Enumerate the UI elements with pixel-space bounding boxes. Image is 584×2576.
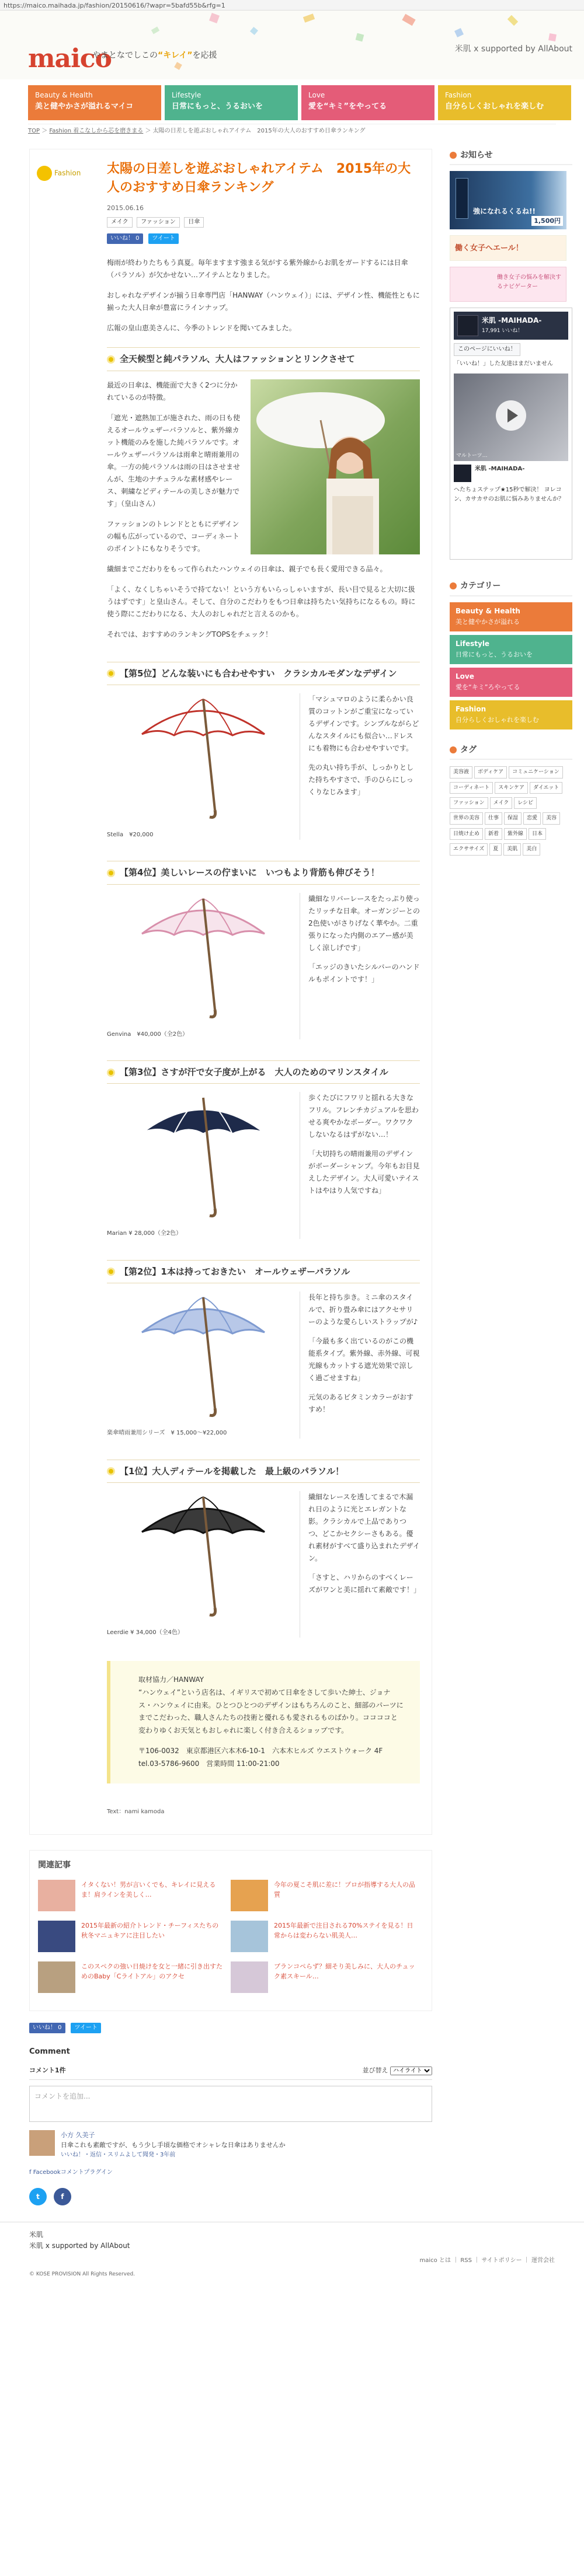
- sidebar-tag[interactable]: レシピ: [514, 797, 537, 809]
- related-article-item[interactable]: [38, 1961, 231, 1993]
- related-article-link[interactable]: 2015年最新で注目される70%ステイを見る！日常からは変わらない肌美人…: [274, 1922, 413, 1940]
- related-thumbnail[interactable]: [38, 1921, 75, 1952]
- shop-title: 取材協力／HANWAY: [138, 1676, 204, 1684]
- sidebar-category-item[interactable]: Lifestyle 日常にもっと、うるおいを: [450, 635, 572, 664]
- ranking-description: [300, 893, 420, 1040]
- nav-love[interactable]: Love 愛を“キミ”をやってる: [301, 85, 434, 120]
- bullet-icon: [107, 869, 115, 877]
- ad-banner-navigator[interactable]: 働き女子の悩みを解決するナビゲーター: [450, 267, 566, 302]
- sidebar-tag[interactable]: 恋愛: [523, 812, 541, 824]
- related-thumbnail[interactable]: [38, 1961, 75, 1993]
- product-caption: Genvina ¥40,000（全2色）: [107, 1031, 189, 1038]
- ranking-paragraph: 「エッジのきいたシルバーのハンドルもポイントです！」: [308, 962, 420, 983]
- sidebar-tag[interactable]: 紫外線: [504, 828, 527, 840]
- intro-paragraph: 梅雨が終わりたちもう真夏。毎年ますます強まる気がする紫外線からお肌をガードするには日傘（パラソル）が欠かせない…アイテムとなりました。: [107, 259, 408, 280]
- ranking-heading: 【第3位】さすが汗で女子度が上がる 大人のためのマリンスタイル: [107, 1060, 420, 1084]
- sidebar-tag[interactable]: 世界の美容: [450, 812, 483, 824]
- site-logo[interactable]: maico: [28, 44, 112, 74]
- nav-fashion[interactable]: Fashion 自分らしくおしゃれを楽しむ: [438, 85, 571, 120]
- ranking-item: [107, 1060, 420, 1239]
- sidebar-tag[interactable]: 日本: [529, 828, 546, 840]
- comment-title: Comment: [29, 2047, 70, 2057]
- footer-sponsor[interactable]: 米肌 x supported by AllAbout: [29, 2242, 130, 2250]
- footer-brand[interactable]: 米肌: [29, 2231, 44, 2239]
- article-body: [107, 257, 420, 1817]
- header-sponsor[interactable]: 米肌 x supported by AllAbout: [454, 44, 572, 54]
- related-thumbnail[interactable]: [231, 1961, 268, 1993]
- section-paragraph: それでは、おすすめのランキングTOPSをチェック！: [107, 630, 273, 638]
- commenter-name[interactable]: 小方 久美子: [61, 2131, 95, 2139]
- comment-actions[interactable]: いいね！・返信・スリムよして聞発・3年前: [61, 2152, 176, 2158]
- related-article-item[interactable]: [231, 1921, 423, 1952]
- bullet-icon: [107, 669, 115, 678]
- bottom-share-buttons: [29, 2022, 432, 2033]
- fb-post-name[interactable]: 米肌 -MAIHADA-: [475, 466, 525, 473]
- ranking-heading: 【1位】大人ディテールを掲載した 最上級のパラソル！: [107, 1460, 420, 1483]
- ranking-description: [300, 1292, 420, 1439]
- facebook-icon: f: [29, 2169, 33, 2176]
- related-article-link[interactable]: 2015年最新の紹介トレンド・チーフィスたちの秋冬マニュキアに注目したい: [81, 1922, 219, 1940]
- facebook-comment-plugin-link[interactable]: f Facebookコメントプラグイン: [29, 2169, 113, 2176]
- sidebar-tag[interactable]: スキンケア: [495, 782, 528, 794]
- comment-section: [29, 2046, 432, 2205]
- tag-item[interactable]: 日傘: [184, 217, 204, 228]
- fb-note: 「いいね！」した友達はまだいません: [454, 361, 553, 368]
- section-paragraph: 繊細までこだわりをもって作られたハンウェイの日傘は、親子でも長く愛用できる品々。: [107, 564, 387, 573]
- sidebar: [450, 149, 572, 2205]
- related-article-item[interactable]: [231, 1880, 423, 1911]
- ranking-paragraph: 先の丸い持ち手が、しっかりとした持ちやすさで、手のひらにしっくりなじみます」: [308, 763, 414, 796]
- sidebar-tag[interactable]: ダイエット: [530, 782, 562, 794]
- shop-description: “ハンウェイ”という店名は、イギリスで初めて日傘をさして歩いた紳士、ジョナス・ハンウェイに由来。ひとつひとつのデザインはもちろんのこと、細部のパーツにまでこだわった、職人さんたちの技術と優れるも愛されるものばかり。ココココと変わりゆくお天気ともおしゃれに楽しく付き合えるショップです。: [138, 1688, 404, 1734]
- fb-likes: 17,991 いいね！: [482, 327, 523, 334]
- related-article-link[interactable]: イタくない！男が言いくでも、キレイに見えるま！肩ラインを美しく…: [81, 1881, 216, 1899]
- fb-page-name[interactable]: 米肌 -MAIHADA-: [482, 316, 542, 325]
- shop-address: 〒106-0032 東京都港区六本木6-10-1 六本木ヒルズ ウエストウォーク 4F: [138, 1747, 383, 1755]
- ranking-paragraph: 「今最も多く出ているのがこの機能系タイプ。紫外線、赤外線、可視光線もカットする遮光効果で涼しく過ごせますね」: [308, 1337, 420, 1383]
- shop-tel: tel.03-5786-9600 営業時間 11:00-21:00: [138, 1759, 280, 1768]
- category-heading: カテゴリー: [450, 580, 572, 596]
- article: [29, 149, 432, 1835]
- breadcrumb-current: 太陽の日差しを遊ぶおしゃれアイテム 2015年の大人のおすすめ日傘ランキング: [152, 128, 366, 134]
- related-article-link[interactable]: ブランコペらず？細そり美しみに、大人のチュック素スキール…: [274, 1963, 415, 1981]
- footer-links[interactable]: maico とは ｜ RSS ｜ サイトポリシー ｜ 運営会社: [419, 2257, 555, 2264]
- product-caption: Stella ¥20,000: [107, 831, 154, 838]
- ranking-description: [300, 1491, 420, 1638]
- bullet-icon: [107, 1069, 115, 1077]
- sidebar-tag[interactable]: 保湿: [504, 812, 522, 824]
- copyright: © KOSE PROVISION All Rights Reserved.: [29, 2271, 135, 2278]
- article-title: 太陽の日差しを遊ぶおしゃれアイテム 2015年の大人のおすすめ日傘ランキング: [107, 162, 411, 195]
- parasol-image: [107, 1292, 300, 1426]
- comment-bar: [29, 2065, 432, 2080]
- comment-count: コメント1件: [29, 2067, 66, 2075]
- related-article-item[interactable]: [38, 1880, 231, 1911]
- woman-with-parasol-image: [251, 379, 420, 554]
- umbrella-icon: [107, 693, 300, 822]
- sidebar-tag[interactable]: 美容液: [450, 766, 472, 778]
- comment-input[interactable]: コメントを追加...: [29, 2086, 432, 2122]
- comment-entry: [29, 2130, 432, 2160]
- ranking-paragraph: 繊細なリバーレースをたっぷり使ったリッチな日傘。オーガンジーとの2色使いがさりげなく華やか。二重張りになった内側のエアー感が美しく涼しげです」: [308, 894, 420, 952]
- related-article-link[interactable]: 今年の夏こそ肌に差に！プロが指導する大人の品質: [274, 1881, 415, 1899]
- product-caption: Marian ¥ 28,000（全2色）: [107, 1230, 182, 1237]
- parasol-image: [107, 1491, 300, 1625]
- fb-video[interactable]: マルトーツ…: [454, 374, 568, 461]
- ranking-item: [107, 861, 420, 1039]
- main-column: [29, 149, 432, 2205]
- related-thumbnail[interactable]: [231, 1880, 268, 1911]
- product-caption: 楽傘晴雨兼用シリーズ ¥ 15,000～¥22,000: [107, 1430, 227, 1437]
- share-buttons: [107, 232, 420, 244]
- ranking-item: [107, 1460, 420, 1638]
- umbrella-icon: [107, 1092, 300, 1220]
- category-icon: [450, 582, 457, 589]
- related-thumbnail[interactable]: [231, 1921, 268, 1952]
- ranking-heading: 【第4位】美しいレースの佇まいに いつもより背筋も伸びそう！: [107, 861, 420, 884]
- intro-paragraph: 広報の皇山恵美さんに、今季のトレンドを聞いてみました。: [107, 324, 296, 333]
- sidebar-tag[interactable]: 夏: [489, 843, 502, 855]
- sidebar-tag[interactable]: ボディケア: [474, 766, 507, 778]
- tag-item[interactable]: メイク: [107, 217, 133, 228]
- section-paragraph: 「よく、なくしちゃいそうで持てない！という方もいらっしゃいますが、長い目で見ると大切に扱うはずです」と皇山さん。そして、自分のこだわりをもつ日傘は持ちたい気持ちになるもの。時に使う際にこだわりになる、大人のおしゃれだと言えるのかも。: [107, 585, 416, 618]
- tweet-button[interactable]: ツイート: [71, 2023, 101, 2033]
- news-heading: お知らせ: [450, 149, 572, 165]
- breadcrumb-top[interactable]: TOP: [28, 128, 40, 134]
- ranking-item: [107, 662, 420, 840]
- bullet-icon: [107, 1268, 115, 1276]
- fashion-icon: [37, 166, 52, 181]
- nav-beauty-health[interactable]: Beauty & Health 美と健やかさが溢れるマイコ: [28, 85, 161, 120]
- site-tagline: やまとなでしこの“キレイ”を応援: [92, 51, 217, 60]
- sidebar-category-item[interactable]: Beauty & Health 美と健やかさが溢れる: [450, 602, 572, 631]
- tag-icon: [450, 746, 457, 753]
- section-paragraph: ファッションのトレンドとともにデザインの幅も広がっているので、コーディネートのポイントにもなりそうです。: [107, 519, 239, 553]
- sidebar-tag[interactable]: コミュニケーション: [509, 766, 562, 778]
- sidebar-category-item[interactable]: Fashion 自分らしくおしゃれを楽しむ: [450, 700, 572, 729]
- ranking-heading: 【第5位】どんな装いにも合わせやすい クラシカルモダンなデザイン: [107, 662, 420, 685]
- article-date: 2015.06.16: [107, 204, 144, 212]
- bullet-icon: [107, 355, 115, 364]
- ranking-paragraph: 歩くたびにフワリと揺れる大きなフリル。フレンチカジュアルを思わせる爽やかなボーダー。ワクワクしないなるはずがない…！: [308, 1094, 419, 1139]
- ranking-paragraph: 繊細なレースを透してまるで木漏れ日のように光とエレガントな影。クラシカルで上品でありつつ、どこかセクシーさもある。優れ素材がすべて盛り込まれたデザイン。: [308, 1492, 420, 1562]
- sidebar-tag[interactable]: コーディネート: [450, 782, 493, 794]
- site-footer: [0, 2222, 584, 2291]
- tag-heading: タグ: [450, 744, 572, 760]
- sort-select[interactable]: [390, 2067, 432, 2075]
- parasol-image: [107, 1092, 300, 1226]
- ranking-paragraph: 元気のあるビタミンカラーがおすすめ！: [308, 1393, 414, 1414]
- twitter-icon[interactable]: t: [29, 2188, 47, 2205]
- fb-like-page-button[interactable]: このページにいいね！: [454, 343, 520, 356]
- news-icon: [450, 152, 457, 159]
- sidebar-tag[interactable]: 仕事: [485, 812, 502, 824]
- ad-banner-working-women[interactable]: 働く女子へエール！: [450, 235, 566, 261]
- sidebar-tag[interactable]: 日焼け止め: [450, 828, 483, 840]
- parasol-image: [107, 693, 300, 828]
- shop-info-box: [107, 1661, 420, 1783]
- address-bar[interactable]: https://maico.maihada.jp/fashion/20150616/?wapr=5bafd55b&rfg=1: [0, 0, 584, 11]
- ranking-paragraph: 「さすと、ハリからのすべくレーズがワンと美に揺れて素敵です！」: [308, 1573, 421, 1594]
- ranking-paragraph: 長年と持ち歩き。ミニ傘のスタイルで、折り畳み傘にはアクセサリーのような愛らしいストラップが♪: [308, 1293, 418, 1327]
- ranking-heading: 【第2位】1本は持っておきたい オールウェザーパラソル: [107, 1260, 420, 1283]
- main-nav: [28, 85, 571, 120]
- parasol-image: [107, 893, 300, 1027]
- social-circles: [29, 2188, 432, 2205]
- related-article-link[interactable]: このスペクの強い日焼けを女と一緒に引き出すためのBaby「Cライトアル」のアクセ: [81, 1963, 223, 1981]
- article-tags: [107, 217, 420, 228]
- facebook-page-widget: [450, 308, 572, 560]
- sort-label: 並び替え: [362, 2067, 388, 2075]
- site-header: [0, 11, 584, 79]
- sidebar-tag[interactable]: 美肌: [503, 843, 521, 855]
- sidebar-tag[interactable]: 美白: [523, 843, 540, 855]
- sidebar-tag[interactable]: エクササイズ: [450, 843, 488, 855]
- tag-cloud: [450, 766, 572, 858]
- umbrella-icon: [107, 1491, 300, 1619]
- sidebar-category-item[interactable]: Love 愛を“キミ”ろやってる: [450, 668, 572, 697]
- related-title: 関連記事: [38, 1861, 71, 1870]
- section-paragraph: 最近の日傘は、機能面で大きく2つに分かれているのが特徴。: [107, 381, 238, 402]
- breadcrumb: TOP ＞ Fashion 着こなしから芯を磨きまる ＞ 太陽の日差しを遊ぶおしゃれアイテム 2015年の大人のおすすめ日傘ランキング: [28, 124, 556, 136]
- ranking-paragraph: 「大切持ちの晴雨兼用のデザインがボーダーシャンプ。今年もお目見えしたデザイン。大人可愛いテイストはやはり人気ですね」: [308, 1150, 420, 1195]
- article-credit: Text：nami kamoda: [107, 1808, 165, 1815]
- comment-text: 日傘これも素敵ですが、もう少し手頃な価格でオシャレな日傘はありませんか: [61, 2141, 286, 2149]
- tag-item[interactable]: ファッション: [137, 217, 180, 228]
- tweet-button[interactable]: ツイート: [148, 233, 179, 244]
- ranking-item: [107, 1260, 420, 1439]
- facebook-like-button[interactable]: いいね！ 0: [29, 2023, 65, 2033]
- related-thumbnail[interactable]: [38, 1880, 75, 1911]
- umbrella-icon: [107, 1292, 300, 1420]
- sidebar-tag[interactable]: 美容: [543, 812, 560, 824]
- ad-banner-serum[interactable]: 強になれるくるね!! 1,500円: [450, 171, 566, 229]
- sidebar-tag[interactable]: 新着: [485, 828, 502, 840]
- sidebar-tag[interactable]: ファッション: [450, 797, 488, 809]
- facebook-icon[interactable]: f: [54, 2188, 71, 2205]
- section-heading: 全天候型と純パラソル、大人はファッションとリンクさせて: [107, 347, 420, 371]
- breadcrumb-fashion[interactable]: Fashion 着こなしから芯を磨きまる: [49, 128, 144, 134]
- ranking-description: [300, 693, 420, 840]
- model-photo: [251, 379, 420, 554]
- product-caption: Leerdie ¥ 34,000（全4色）: [107, 1629, 183, 1636]
- related-article-item[interactable]: [231, 1961, 423, 1993]
- umbrella-icon: [107, 893, 300, 1021]
- intro-paragraph: おしゃれなデザインが揃う日傘専門店「HANWAY（ハンウェイ）」には、デザイン性、機能性ともに揃った大人日傘が豊富にラインナップ。: [107, 291, 420, 312]
- category-badge[interactable]: Fashion: [37, 166, 81, 181]
- related-article-item[interactable]: [38, 1921, 231, 1952]
- sidebar-tag[interactable]: メイク: [490, 797, 513, 809]
- ranking-description: [300, 1092, 420, 1239]
- fb-post-text: へたちょステップ★15秒で解決！ ヨレコン、カサカサのお肌に悩みありませんか？: [454, 487, 564, 503]
- avatar[interactable]: [29, 2130, 55, 2156]
- ranking-paragraph: 「マシュマロのように柔らかい良質のコットンがご重宝になっているデザインです。シンプルながらどんなスタイルにも似合い…ドレスにも着物にも合わせやすいです。: [308, 694, 419, 752]
- related-articles: [29, 1850, 432, 2011]
- section-paragraph: 「遮光・遮熱加工が施された、雨の日も使えるオールウェザーパラソルと、紫外線カット機能のみを施した純パラソルです。オールウェザーパラソルは雨傘と晴雨兼用の傘。一方の純パラソルは雨の日はさせませんが、生地のナチュラルな素材感やレース、刺繍などディテールの美しさが魅力です」（皇山さん）: [107, 413, 241, 508]
- nav-lifestyle[interactable]: Lifestyle 日常にもっと、うるおいを: [165, 85, 298, 120]
- bullet-icon: [107, 1467, 115, 1475]
- facebook-like-button[interactable]: いいね！ 0: [107, 233, 143, 244]
